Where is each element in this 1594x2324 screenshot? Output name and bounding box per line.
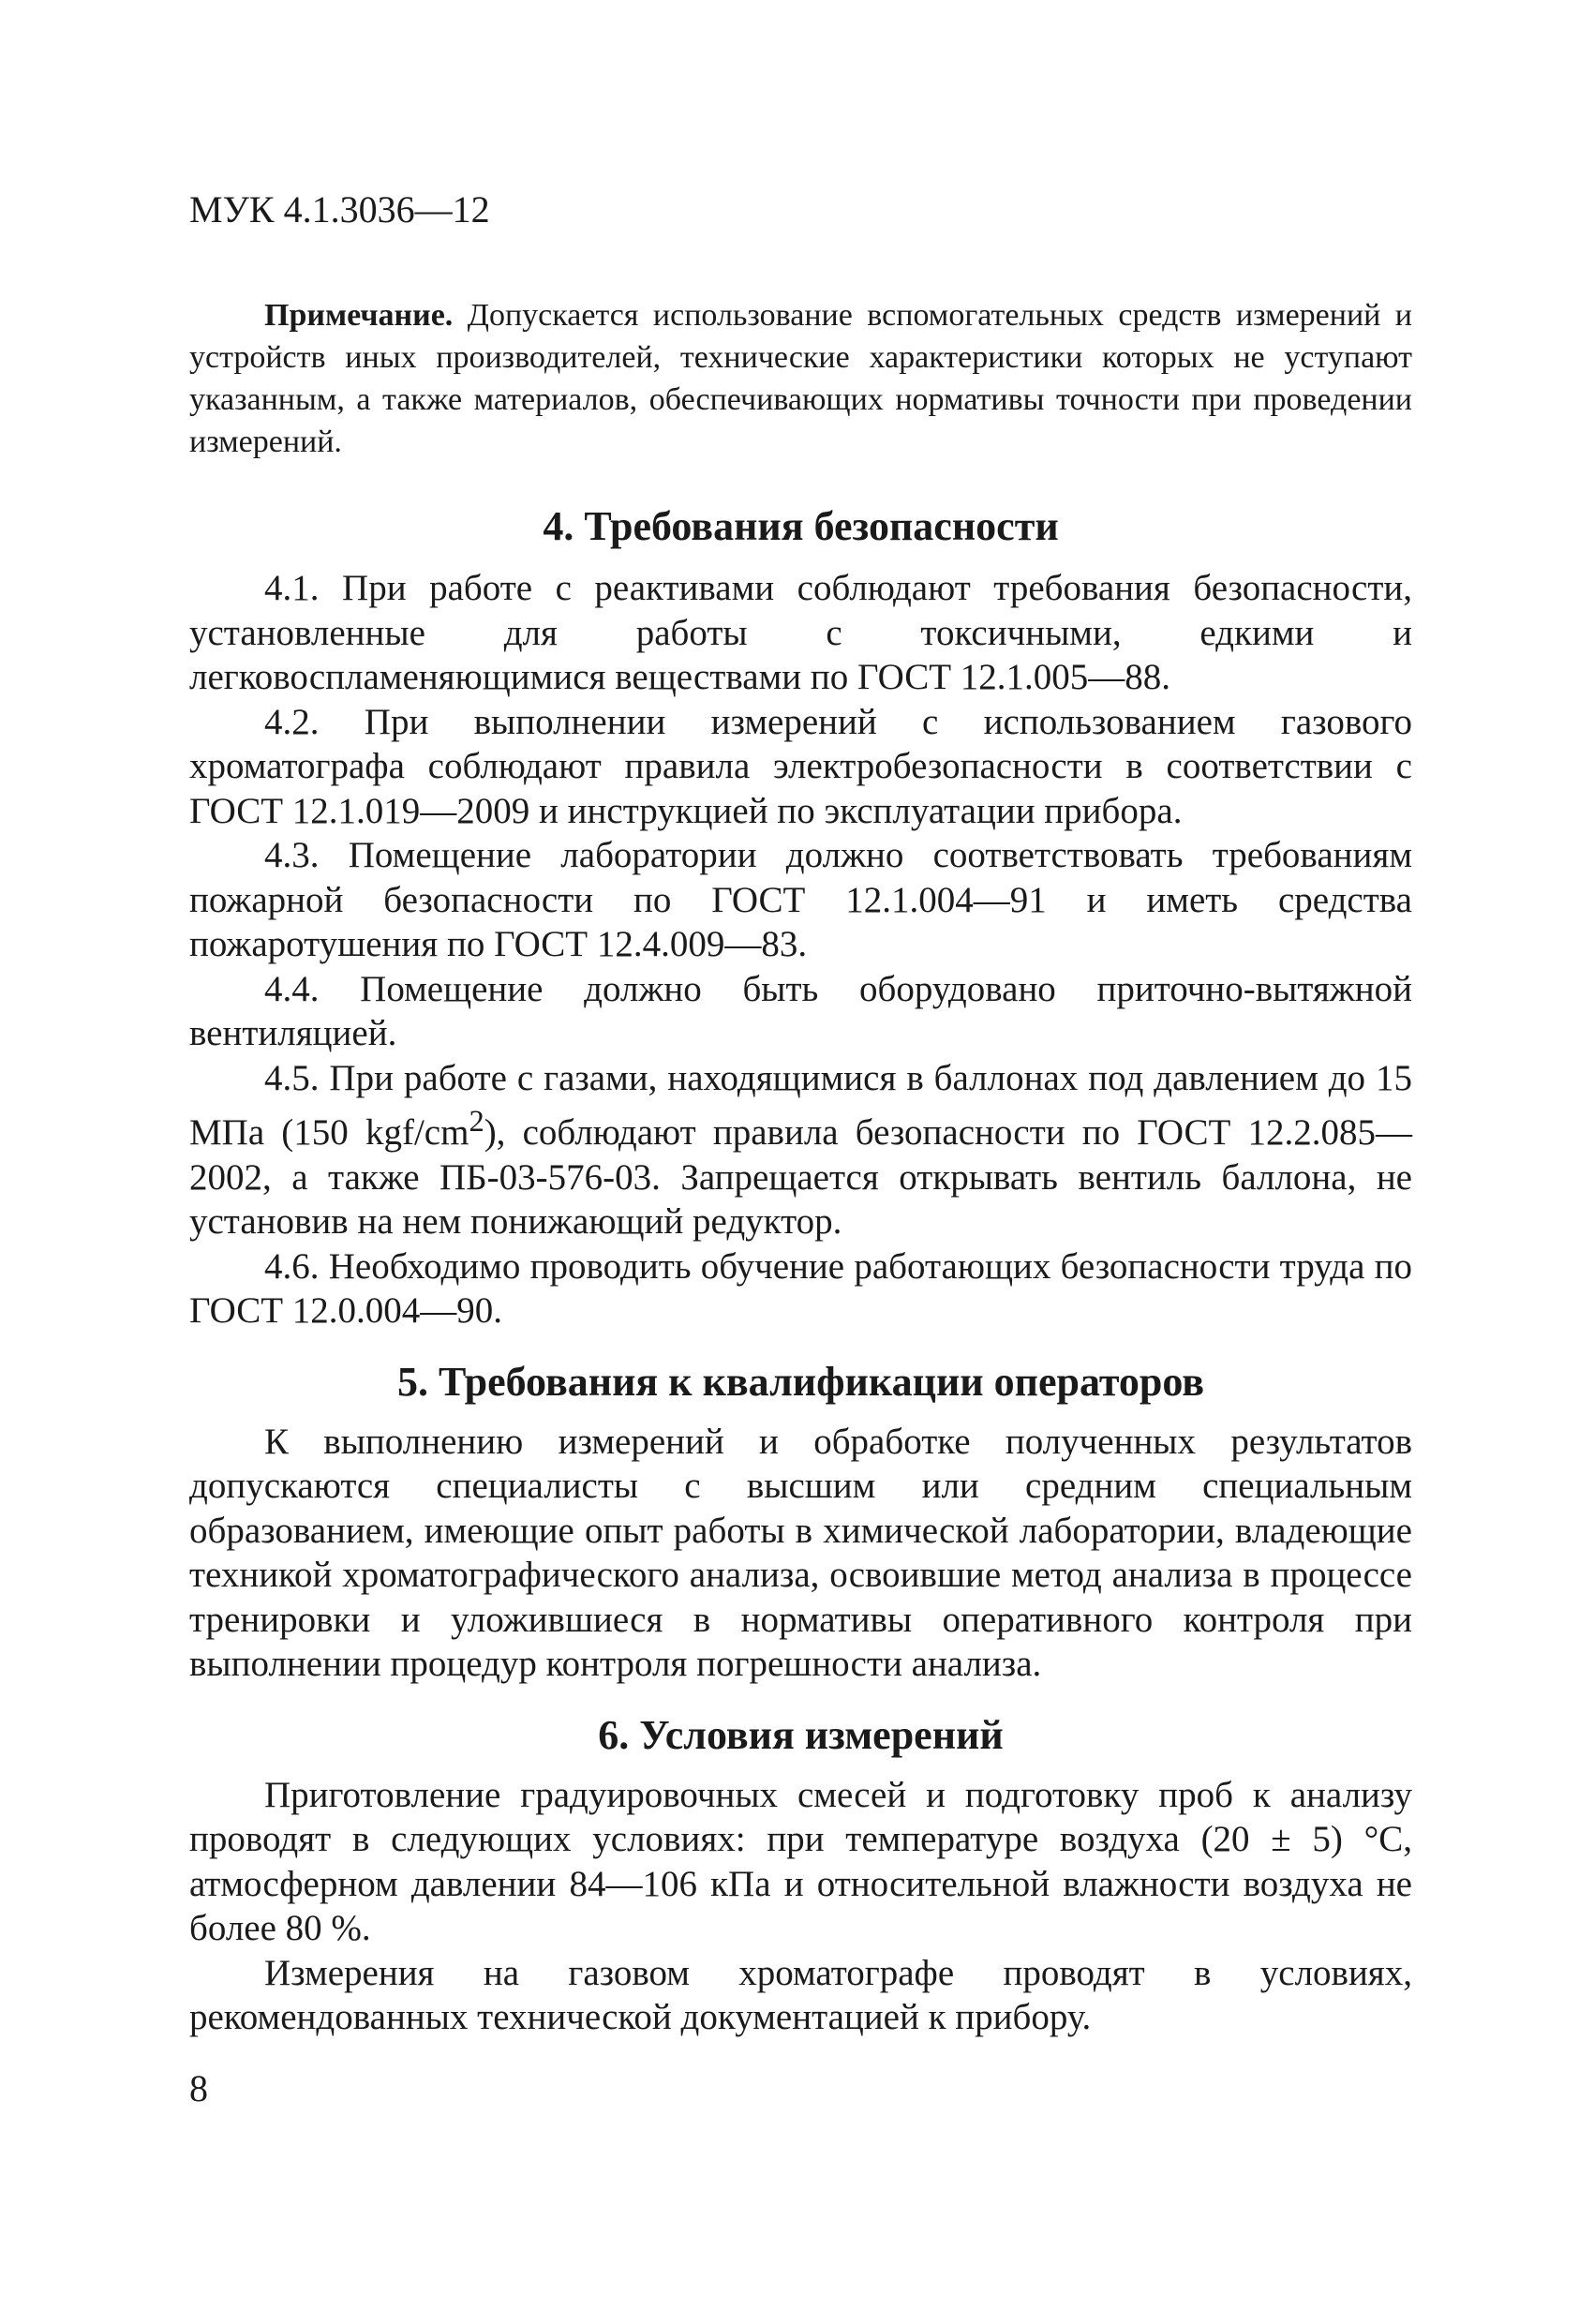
page-number: 8: [189, 2067, 208, 2109]
paragraph-4-5-part-1: 4.5. При работе с газами, находящимися в баллонах под давлением до 15 МПа (150 kgf/cm: [189, 1057, 1412, 1153]
paragraph-4-5-part-2: ), соблюдают правила безопасности по ГОСТ 12.2.085—2002, а также ПБ-03-576-03. Запрещается открывать вентиль баллона, не установив на нем понижающий редуктор.: [189, 1112, 1413, 1242]
section-6-title: 6. Условия измерений: [598, 1711, 1004, 1758]
note-label: Примечание.: [264, 298, 454, 333]
paragraph-6-1: Приготовление градуировочных смесей и подготовку проб к анализу проводят в следующих условиях: при температуре воздуха (20 ± 5) °С, атмосферном давлении 84—106 кПа и относительной влажности воздуха не более 80 %.: [189, 1774, 1412, 1948]
section-4-title: 4. Требования безопасности: [543, 503, 1059, 549]
paragraph-5: К выполнению измерений и обработке полученных результатов допускаются специалисты с высшим или средним специальным образованием, имеющие опыт работы в химической лаборатории, владеющие техникой хроматографического анализа, освоившие метод анализа в процессе тренировки и уложившиеся в нормативы оперативного контроля при выполнении процедур контроля погрешности анализа.: [189, 1421, 1412, 1684]
document-page: [189, 187, 1412, 2040]
paragraph-4-2: 4.2. При выполнении измерений с использованием газового хроматографа соблюдают правила электробезопасности в соответствии с ГОСТ 12.1.019—2009 и инструкцией по эксплуатации прибора.: [189, 701, 1412, 831]
paragraph-4-5: [189, 1056, 1412, 1244]
paragraph-4-1: 4.1. При работе с реактивами соблюдают требования безопасности, установленные для работы с токсичными, едкими и легковоспламеняющимися веществами по ГОСТ 12.1.005—88.: [189, 568, 1412, 697]
note-paragraph: [189, 294, 1412, 463]
paragraph-6-2: Измерения на газовом хроматографе проводят в условиях, рекомендованных технической документацией к прибору.: [189, 1952, 1412, 2037]
superscript-2: 2: [469, 1105, 484, 1139]
paragraph-4-6: 4.6. Необходимо проводить обучение работающих безопасности труда по ГОСТ 12.0.004—90.: [189, 1245, 1412, 1331]
section-5-title: 5. Требования к квалификации операторов: [396, 1358, 1205, 1405]
paragraph-4-3: 4.3. Помещение лаборатории должно соответствовать требованиям пожарной безопасности по ГОСТ 12.1.004—91 и иметь средства пожаротушения по ГОСТ 12.4.009—83.: [189, 835, 1412, 964]
document-header: МУК 4.1.3036—12: [189, 188, 490, 231]
paragraph-4-4: 4.4. Помещение должно быть оборудовано приточно-вытяжной вентиляцией.: [189, 968, 1412, 1053]
note-text: Допускается использование вспомогательных средств измерений и устройств иных производителей, технические характеристики которых не уступают указанным, а также материалов, обеспечивающих нормативы точности при проведении измерений.: [189, 298, 1413, 459]
